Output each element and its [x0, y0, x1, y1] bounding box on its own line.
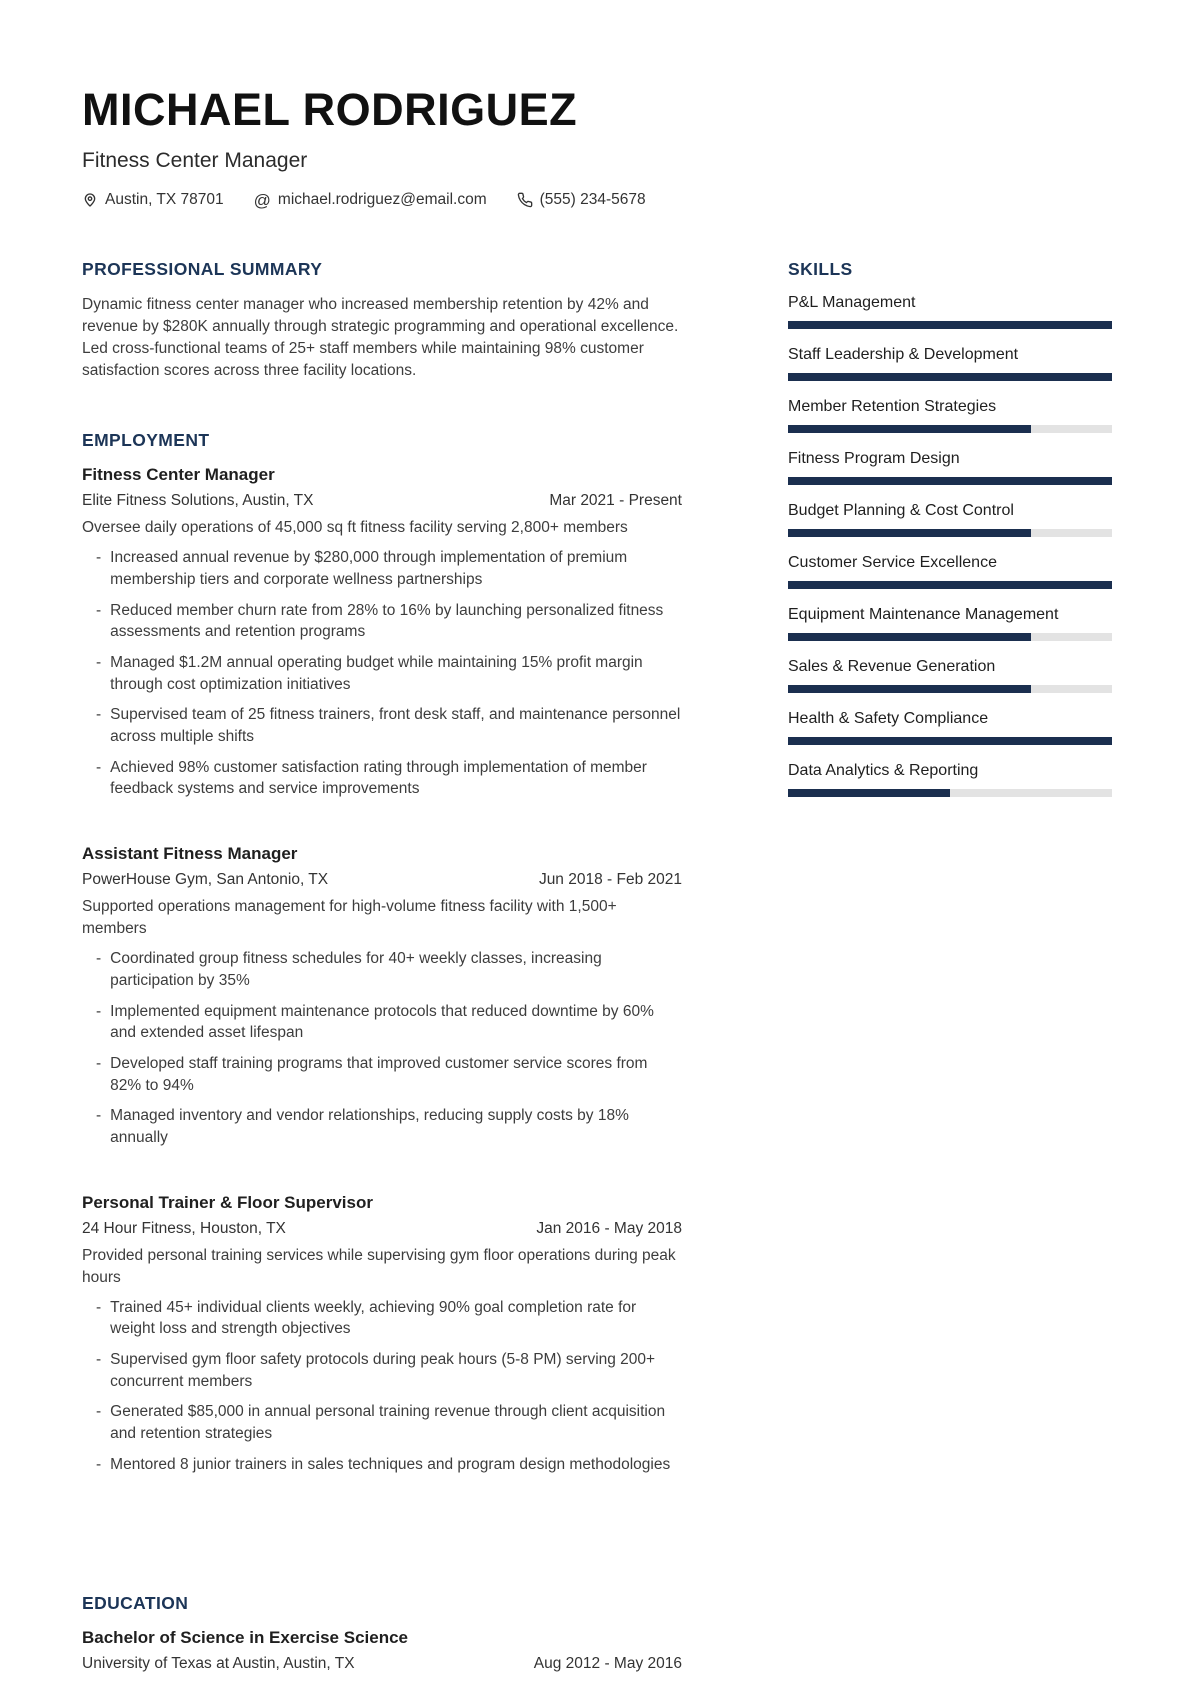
- job-position: Personal Trainer & Floor Supervisor: [82, 1192, 373, 1212]
- bullet-dash: -: [96, 1107, 102, 1125]
- bullet-dash: -: [96, 1455, 102, 1473]
- skill-bar-track: [788, 321, 1112, 329]
- skills-column: [788, 259, 1112, 1673]
- skill-bar-track: [788, 529, 1112, 537]
- skill-item: [788, 346, 1112, 381]
- job-bullet: [82, 1349, 682, 1392]
- job-company: Elite Fitness Solutions, Austin, TX: [82, 492, 314, 510]
- bullet-dash: -: [96, 1002, 102, 1020]
- skill-bar-track: [788, 633, 1112, 641]
- bullet-text: Supervised gym floor safety protocols during peak hours (5-8 PM) serving 200+ concurrent members: [110, 1351, 656, 1390]
- job-description: Provided personal training services while supervising gym floor operations during peak hours: [82, 1246, 676, 1286]
- bullet-text: Implemented equipment maintenance protocols that reduced downtime by 60% and extended asset lifespan: [110, 1002, 654, 1042]
- contact-row: [82, 191, 1112, 209]
- resume-header: [82, 86, 1112, 209]
- contact-email-text: michael.rodriguez@email.com: [277, 191, 487, 209]
- skill-label: Health & Safety Compliance: [788, 710, 989, 728]
- job-bullet: [82, 652, 682, 695]
- job-dates: Mar 2021 - Present: [549, 492, 682, 510]
- section-employment: [82, 430, 682, 1475]
- bullet-text: Mentored 8 junior trainers in sales techniques and program design methodologies: [110, 1455, 671, 1473]
- contact-location: [82, 191, 224, 209]
- job-dates: Jun 2018 - Feb 2021: [538, 871, 682, 889]
- skills-list: [788, 294, 1112, 797]
- person-name: MICHAEL RODRIGUEZ: [82, 84, 578, 135]
- skill-item: [788, 606, 1112, 641]
- contact-email: [254, 191, 487, 209]
- skill-bar-fill: [788, 321, 1112, 329]
- skill-bar-fill: [788, 789, 950, 797]
- jobs-list: [82, 465, 682, 1475]
- job-bullet: [82, 1454, 682, 1476]
- job-bullet: [82, 1105, 682, 1148]
- employment-heading: EMPLOYMENT: [82, 430, 210, 451]
- main-column: [82, 259, 682, 1673]
- contact-phone-text: (555) 234-5678: [539, 191, 646, 209]
- education-school: University of Texas at Austin, Austin, TX: [82, 1655, 355, 1673]
- education-degree: Bachelor of Science in Exercise Science: [82, 1628, 408, 1648]
- skill-bar-fill: [788, 477, 1112, 485]
- education-dates: Aug 2012 - May 2016: [533, 1655, 682, 1673]
- skill-bar-fill: [788, 685, 1031, 693]
- bullet-dash: -: [96, 706, 102, 724]
- contact-phone: [517, 191, 646, 209]
- bullet-text: Reduced member churn rate from 28% to 16% by launching personalized fitness assessments and retention programs: [110, 601, 664, 641]
- job-bullet: [82, 948, 682, 991]
- job-bullet: [82, 1001, 682, 1044]
- skill-item: [788, 710, 1112, 745]
- bullet-dash: -: [96, 1403, 102, 1421]
- skill-bar-track: [788, 789, 1112, 797]
- job-entry: [82, 844, 682, 1149]
- job-bullet: [82, 1401, 682, 1444]
- skill-item: [788, 658, 1112, 693]
- job-bullet: [82, 1297, 682, 1340]
- skill-item: [788, 502, 1112, 537]
- education-heading: EDUCATION: [82, 1593, 189, 1614]
- bullet-dash: -: [96, 549, 102, 567]
- job-bullets: [82, 948, 682, 1149]
- skill-label: Member Retention Strategies: [788, 398, 997, 416]
- section-professional-summary: [82, 259, 682, 382]
- job-bullets: [82, 1297, 682, 1476]
- skill-item: [788, 554, 1112, 589]
- skill-bar-fill: [788, 529, 1031, 537]
- skill-item: [788, 398, 1112, 433]
- phone-icon: [517, 192, 533, 208]
- skills-heading: SKILLS: [788, 259, 853, 280]
- skill-bar-track: [788, 477, 1112, 485]
- job-entry: [82, 1193, 682, 1476]
- section-education: [82, 1593, 682, 1673]
- skill-label: Equipment Maintenance Management: [788, 606, 1059, 624]
- bullet-text: Managed $1.2M annual operating budget while maintaining 15% profit margin through cost optimization initiatives: [110, 654, 643, 693]
- job-description: Supported operations management for high-volume fitness facility with 1,500+ members: [82, 898, 617, 938]
- skill-bar-fill: [788, 633, 1031, 641]
- skill-bar-track: [788, 581, 1112, 589]
- job-bullet: [82, 1053, 682, 1096]
- job-bullets: [82, 547, 682, 800]
- skill-bar-track: [788, 425, 1112, 433]
- job-position: Assistant Fitness Manager: [82, 844, 298, 864]
- contact-location-text: Austin, TX 78701: [105, 191, 224, 209]
- bullet-text: Supervised team of 25 fitness trainers, front desk staff, and maintenance personnel across multiple shifts: [110, 706, 681, 746]
- summary-heading: PROFESSIONAL SUMMARY: [82, 259, 323, 280]
- job-description: Oversee daily operations of 45,000 sq ft fitness facility serving 2,800+ members: [82, 519, 628, 537]
- bullet-text: Developed staff training programs that improved customer service scores from 82% to 94%: [110, 1054, 648, 1094]
- skill-label: Staff Leadership & Development: [788, 346, 1019, 364]
- bullet-text: Managed inventory and vendor relationships, reducing supply costs by 18% annually: [110, 1107, 629, 1146]
- skill-bar-fill: [788, 737, 1112, 745]
- skill-bar-fill: [788, 425, 1031, 433]
- skill-item: [788, 294, 1112, 329]
- job-company: PowerHouse Gym, San Antonio, TX: [82, 871, 329, 889]
- bullet-dash: -: [96, 1351, 102, 1368]
- bullet-text: Increased annual revenue by $280,000 through implementation of premium membership tiers and corporate wellness partnerships: [110, 549, 628, 588]
- bullet-text: Trained 45+ individual clients weekly, achieving 90% goal completion rate for weight loss and strength objectives: [110, 1298, 637, 1338]
- job-bullet: [82, 600, 682, 643]
- skill-label: Sales & Revenue Generation: [788, 658, 996, 676]
- skill-bar-fill: [788, 581, 1112, 589]
- bullet-dash: -: [96, 1054, 102, 1072]
- job-dates: Jan 2016 - May 2018: [536, 1219, 682, 1237]
- bullet-dash: -: [96, 758, 102, 776]
- skill-bar-track: [788, 685, 1112, 693]
- skill-bar-track: [788, 737, 1112, 745]
- location-pin-icon: [82, 192, 98, 208]
- skill-bar-fill: [788, 373, 1112, 381]
- bullet-dash: -: [96, 601, 102, 619]
- bullet-text: Achieved 98% customer satisfaction rating through implementation of member feedback systems and service improvements: [110, 758, 647, 798]
- bullet-dash: -: [96, 654, 102, 671]
- skill-label: P&L Management: [788, 294, 916, 312]
- bullet-dash: -: [96, 1298, 102, 1316]
- skill-item: [788, 450, 1112, 485]
- skill-label: Data Analytics & Reporting: [788, 762, 979, 780]
- job-bullet: [82, 547, 682, 590]
- at-sign-icon: @: [253, 190, 271, 210]
- skill-item: [788, 762, 1112, 797]
- job-company: 24 Hour Fitness, Houston, TX: [82, 1219, 286, 1237]
- summary-text: Dynamic fitness center manager who increased membership retention by 42% and revenue by $280K annually through strategic programming and operational excellence. Led cross-functional teams of 25+ staff members while maintaining 98% customer satisfaction scores across three facility locations.: [82, 296, 679, 380]
- skill-label: Budget Planning & Cost Control: [788, 502, 1014, 520]
- person-job-title: Fitness Center Manager: [82, 149, 308, 173]
- bullet-dash: -: [96, 950, 102, 968]
- job-position: Fitness Center Manager: [82, 465, 275, 485]
- job-entry: [82, 465, 682, 800]
- job-bullet: [82, 704, 682, 747]
- bullet-text: Generated $85,000 in annual personal training revenue through client acquisition and retention strategies: [110, 1403, 666, 1443]
- job-bullet: [82, 757, 682, 800]
- bullet-text: Coordinated group fitness schedules for 40+ weekly classes, increasing participation by 35%: [110, 950, 602, 989]
- skill-bar-track: [788, 373, 1112, 381]
- skill-label: Fitness Program Design: [788, 450, 960, 468]
- skill-label: Customer Service Excellence: [788, 554, 997, 572]
